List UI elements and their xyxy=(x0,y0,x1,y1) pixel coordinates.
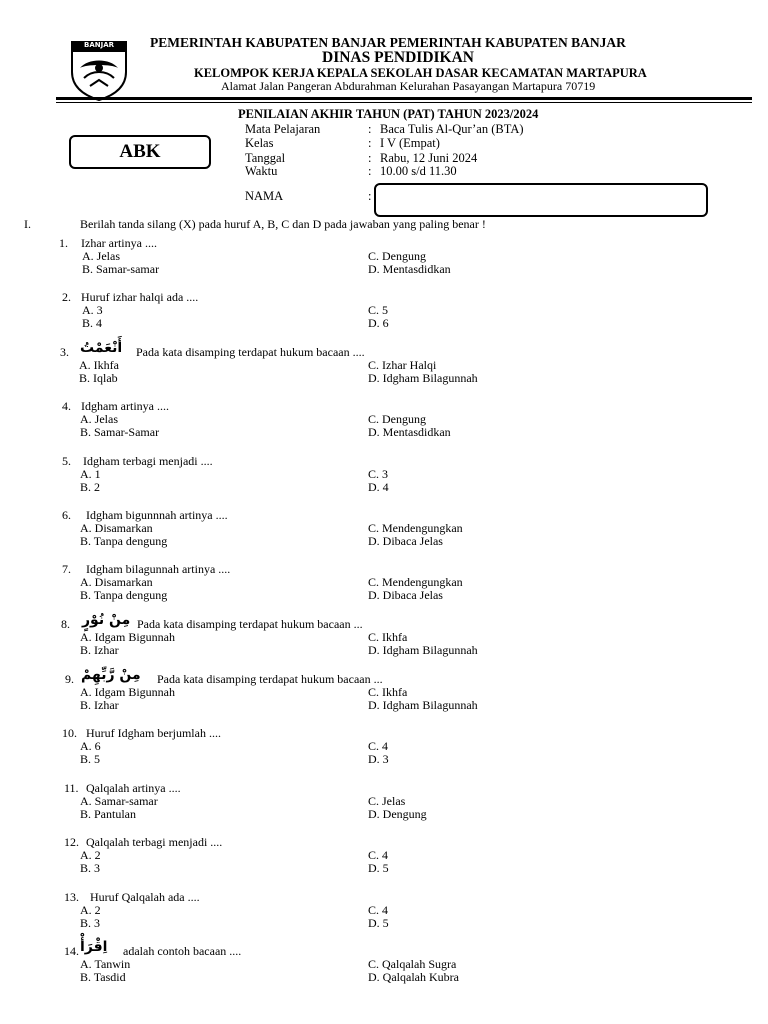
option-b: B. Tasdid xyxy=(80,970,126,984)
info-colon: : xyxy=(368,136,372,150)
info-label-subject: Mata Pelajaran xyxy=(245,122,321,136)
option-b: B. Izhar xyxy=(80,643,119,657)
question-text: Pada kata disamping terdapat hukum bacaan .... xyxy=(136,345,365,359)
section-instruction: Berilah tanda silang (X) pada huruf A, B, C dan D pada jawaban yang paling benar ! xyxy=(80,217,486,231)
option-c: C. Dengung xyxy=(368,412,426,426)
info-colon: : xyxy=(368,164,372,178)
option-d: D. Idgham Bilagunnah xyxy=(368,371,478,385)
question-arabic-text: اِقْرَأْ xyxy=(80,939,108,955)
option-c: C. Ikhfa xyxy=(368,685,408,699)
option-b: B. Samar-samar xyxy=(82,262,160,276)
question-text: Izhar artinya .... xyxy=(81,236,157,250)
header-working-group: KELOMPOK KERJA KEPALA SEKOLAH DASAR KECAMATAN MARTAPURA xyxy=(194,66,647,80)
header-rule-thin xyxy=(56,102,752,103)
option-d: D. 5 xyxy=(368,861,389,875)
question-text: Qalqalah terbagi menjadi .... xyxy=(86,835,223,849)
option-b: B. Tanpa dengung xyxy=(80,534,168,548)
info-label-name: NAMA xyxy=(245,189,284,203)
option-a: A. Samar-samar xyxy=(80,794,158,808)
option-c: C. Qalqalah Sugra xyxy=(368,957,457,971)
option-b: B. 4 xyxy=(82,316,103,330)
question-number: 1. xyxy=(59,236,68,250)
option-d: D. Qalqalah Kubra xyxy=(368,970,459,984)
option-a: A. Tanwin xyxy=(80,957,131,971)
question-text: Pada kata disamping terdapat hukum bacaan ... xyxy=(157,672,383,686)
option-b: B. 2 xyxy=(80,480,101,494)
question-number: 4. xyxy=(62,399,71,413)
question-number: 5. xyxy=(62,454,71,468)
option-a: A. 2 xyxy=(80,848,101,862)
option-b: B. Iqlab xyxy=(79,371,118,385)
question-number: 6. xyxy=(62,508,71,522)
option-d: D. Dibaca Jelas xyxy=(368,534,443,548)
question-number: 2. xyxy=(62,290,71,304)
option-c: C. 4 xyxy=(368,848,389,862)
name-input-box[interactable] xyxy=(374,183,708,217)
question-number: 3. xyxy=(60,345,69,359)
question-number: 13. xyxy=(64,890,79,904)
option-d: D. Mentasdidkan xyxy=(368,425,451,439)
question-number: 14. xyxy=(64,944,79,958)
question-arabic-text: مِنْ رَّبِّهِمْ xyxy=(81,667,141,683)
logo-text: BANJAR xyxy=(83,41,115,49)
option-c: C. 5 xyxy=(368,303,389,317)
option-c: C. Jelas xyxy=(368,794,406,808)
question-text: adalah contoh bacaan .... xyxy=(123,944,242,958)
option-d: D. 6 xyxy=(368,316,389,330)
option-d: D. Dibaca Jelas xyxy=(368,588,443,602)
option-c: C. Mendengungkan xyxy=(368,521,463,535)
info-label-time: Waktu xyxy=(245,164,278,178)
header-address: Alamat Jalan Pangeran Abdurahman Kelurahan Pasayangan Martapura 70719 xyxy=(221,79,596,93)
option-b: B. Tanpa dengung xyxy=(80,588,168,602)
question-text: Huruf izhar halqi ada .... xyxy=(81,290,199,304)
question-text: Idgham bilagunnah artinya .... xyxy=(86,562,231,576)
question-number: 9. xyxy=(65,672,74,686)
info-value-time: 10.00 s/d 11.30 xyxy=(380,164,457,178)
question-text: Huruf Qalqalah ada .... xyxy=(90,890,200,904)
option-c: C. 3 xyxy=(368,467,389,481)
option-a: A. Idgam Bigunnah xyxy=(80,630,175,644)
option-c: C. 4 xyxy=(368,739,389,753)
option-a: A. Ikhfa xyxy=(79,358,119,372)
option-a: A. 2 xyxy=(80,903,101,917)
option-a: A. Disamarkan xyxy=(80,575,153,589)
option-a: A. Jelas xyxy=(82,249,120,263)
question-text: Huruf Idgham berjumlah .... xyxy=(86,726,221,740)
question-number: 10. xyxy=(62,726,77,740)
info-value-class: I V (Empat) xyxy=(380,136,440,150)
info-value-date: Rabu, 12 Juni 2024 xyxy=(380,151,478,165)
exam-title: PENILAIAN AKHIR TAHUN (PAT) TAHUN 2023/2024 xyxy=(238,107,539,121)
option-b: B. Pantulan xyxy=(80,807,136,821)
option-d: D. 4 xyxy=(368,480,389,494)
option-a: A. 1 xyxy=(80,467,101,481)
question-text: Idgham artinya .... xyxy=(81,399,169,413)
info-colon: : xyxy=(368,189,372,203)
question-number: 11. xyxy=(64,781,79,795)
option-a: A. 3 xyxy=(82,303,103,317)
question-number: 8. xyxy=(61,617,70,631)
option-d: D. Mentasdidkan xyxy=(368,262,451,276)
abk-badge: ABK xyxy=(69,135,211,169)
option-c: C. Ikhfa xyxy=(368,630,408,644)
option-c: C. Dengung xyxy=(368,249,426,263)
option-d: D. 5 xyxy=(368,916,389,930)
info-value-subject: Baca Tulis Al-Qur’an (BTA) xyxy=(380,122,524,136)
option-a: A. 6 xyxy=(80,739,101,753)
option-c: C. Izhar Halqi xyxy=(368,358,437,372)
section-number: I. xyxy=(24,217,31,231)
header-department: DINAS PENDIDIKAN xyxy=(322,49,475,66)
option-d: D. 3 xyxy=(368,752,389,766)
header-rule-thick xyxy=(56,97,752,100)
question-arabic-text: مِنْ نُوْرٍ xyxy=(82,612,131,628)
question-number: 12. xyxy=(64,835,79,849)
option-b: B. 3 xyxy=(80,861,101,875)
question-text: Qalqalah artinya .... xyxy=(86,781,181,795)
info-colon: : xyxy=(368,151,372,165)
info-label-date: Tanggal xyxy=(245,151,286,165)
option-d: D. Idgham Bilagunnah xyxy=(368,698,478,712)
option-a: A. Disamarkan xyxy=(80,521,153,535)
info-label-class: Kelas xyxy=(245,136,274,150)
option-c: C. 4 xyxy=(368,903,389,917)
question-text: Pada kata disamping terdapat hukum bacaan ... xyxy=(137,617,363,631)
question-number: 7. xyxy=(62,562,71,576)
option-a: A. Idgam Bigunnah xyxy=(80,685,175,699)
regency-logo xyxy=(68,38,130,102)
option-a: A. Jelas xyxy=(80,412,118,426)
question-text: Idgham terbagi menjadi .... xyxy=(83,454,213,468)
option-b: B. Samar-Samar xyxy=(80,425,160,439)
option-b: B. 3 xyxy=(80,916,101,930)
option-d: D. Dengung xyxy=(368,807,427,821)
question-text: Idgham bigunnnah artinya .... xyxy=(86,508,228,522)
info-colon: : xyxy=(368,122,372,136)
question-arabic-text: أَنْعَمْتُ xyxy=(80,340,123,356)
option-b: B. Izhar xyxy=(80,698,119,712)
header-government: PEMERINTAH KABUPATEN BANJAR PEMERINTAH KABUPATEN BANJAR xyxy=(150,35,626,50)
option-d: D. Idgham Bilagunnah xyxy=(368,643,478,657)
option-b: B. 5 xyxy=(80,752,101,766)
option-c: C. Mendengungkan xyxy=(368,575,463,589)
